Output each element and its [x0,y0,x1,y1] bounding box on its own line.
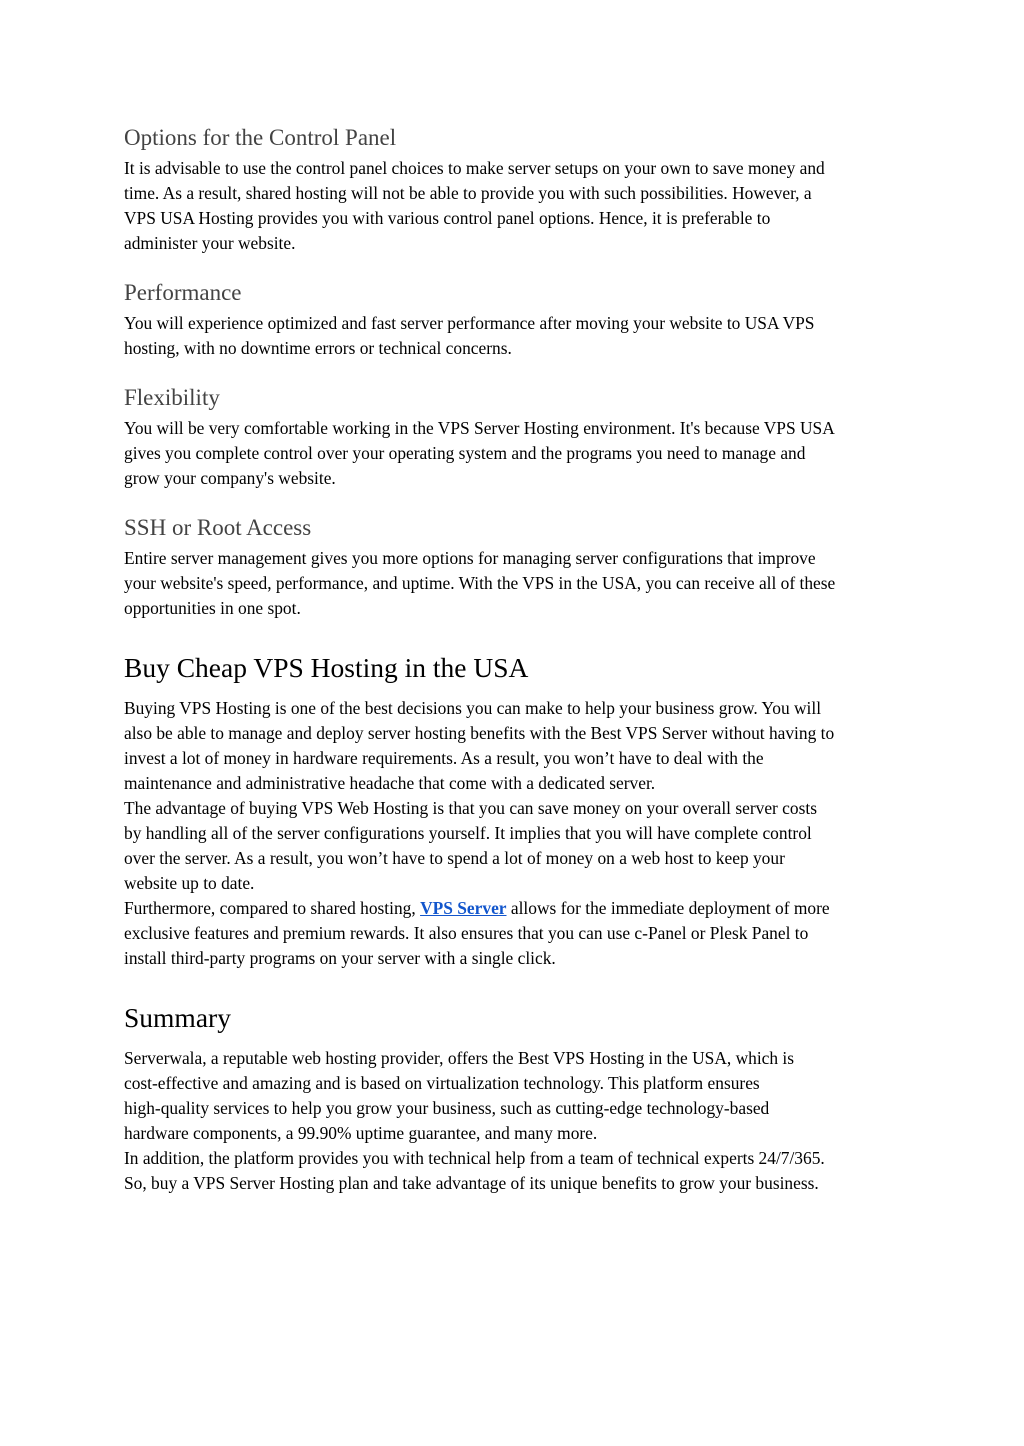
paragraph-line: You will be very comfortable working in the VPS Server Hosting environment. It's because VPS USA [124,418,835,438]
document-page [124,120,904,1196]
paragraph-line: hardware components, a 99.90% uptime guarantee, and many more. [124,1123,598,1143]
paragraph-line: maintenance and administrative headache that come with a dedicated server. [124,773,656,793]
paragraph-line: your website's speed, performance, and uptime. With the VPS in the USA, you can receive all of these [124,573,836,593]
heading-flexibility: Flexibility [124,385,220,410]
heading-control-panel: Options for the Control Panel [124,125,397,150]
paragraph-line: It is advisable to use the control panel choices to make server setups on your own to save money and [124,158,825,178]
link-line-suffix: allows for the immediate deployment of more [506,898,830,918]
heading-buy-cheap-vps: Buy Cheap VPS Hosting in the USA [124,652,529,683]
heading-summary: Summary [124,1002,231,1033]
paragraph-line: time. As a result, shared hosting will not be able to provide you with such possibilities. However, a [124,183,812,203]
spacer [124,621,904,646]
paragraph-line: administer your website. [124,233,296,253]
paragraph-line: also be able to manage and deploy server hosting benefits with the Best VPS Server without having to [124,723,835,743]
paragraph-line: opportunities in one spot. [124,598,301,618]
heading-ssh-root-access: SSH or Root Access [124,515,312,540]
paragraph-line: In addition, the platform provides you with technical help from a team of technical experts 24/7/365. [124,1148,825,1168]
spacer [124,491,904,510]
paragraph-line: exclusive features and premium rewards. It also ensures that you can use c-Panel or Plesk Panel to [124,923,809,943]
paragraph-line: install third-party programs on your server with a single click. [124,948,556,968]
paragraph-line: The advantage of buying VPS Web Hosting is that you can save money on your overall server costs [124,798,817,818]
paragraph-line: hosting, with no downtime errors or technical concerns. [124,338,512,358]
vps-server-link[interactable]: VPS Server [420,898,507,918]
paragraph-line: over the server. As a result, you won’t have to spend a lot of money on a web host to keep your [124,848,785,868]
paragraph-line: So, buy a VPS Server Hosting plan and take advantage of its unique benefits to grow your business. [124,1173,819,1193]
paragraph-line: invest a lot of money in hardware requirements. As a result, you won’t have to deal with the [124,748,764,768]
paragraph-line: Serverwala, a reputable web hosting provider, offers the Best VPS Hosting in the USA, which is [124,1048,795,1068]
paragraph-line: Entire server management gives you more options for managing server configurations that improve [124,548,816,568]
spacer [124,971,904,996]
paragraph-line-with-link [124,896,904,921]
paragraph-line: gives you complete control over your operating system and the programs you need to manage and [124,443,806,463]
paragraph-line: cost-effective and amazing and is based on virtualization technology. This platform ensures [124,1073,760,1093]
paragraph-line: Buying VPS Hosting is one of the best decisions you can make to help your business grow. You will [124,698,822,718]
spacer [124,256,904,275]
paragraph-line: VPS USA Hosting provides you with various control panel options. Hence, it is preferable to [124,208,771,228]
spacer [124,361,904,380]
paragraph-line: You will experience optimized and fast server performance after moving your website to USA VPS [124,313,815,333]
paragraph-line: website up to date. [124,873,255,893]
heading-performance: Performance [124,280,242,305]
paragraph-line: grow your company's website. [124,468,336,488]
paragraph-line: by handling all of the server configurations yourself. It implies that you will have complete control [124,823,812,843]
paragraph-line: high-quality services to help you grow your business, such as cutting-edge technology-based [124,1098,770,1118]
link-line-prefix: Furthermore, compared to shared hosting, [124,898,421,918]
